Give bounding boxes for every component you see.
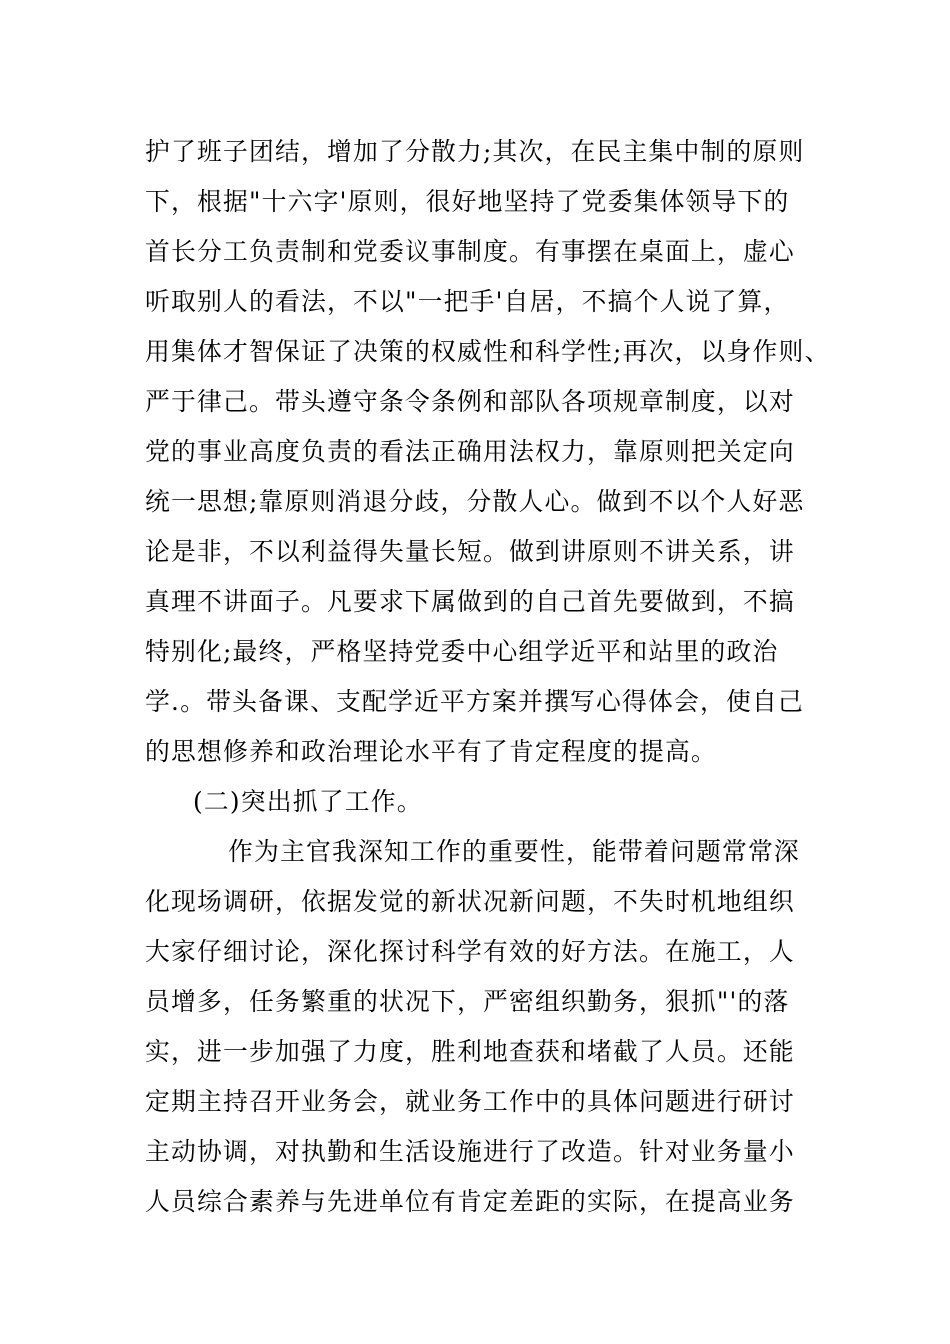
text-line: 党的事业高度负责的看法正确用法权力，靠原则把关定向	[145, 437, 795, 466]
section-heading: (二)突出抓了工作。	[193, 787, 423, 816]
text-line: 化现场调研，依据发觉的新状况新问题，不失时机地组织	[145, 887, 795, 916]
text-line: 护了班子团结，增加了分散力;其次，在民主集中制的原则	[145, 137, 805, 166]
text-line: 听取别人的看法，不以"一把手'自居，不搞个人说了算，	[145, 287, 790, 316]
text-line: 统一思想;靠原则消退分歧，分散人心。做到不以个人好恶	[145, 487, 805, 516]
text-line: 实，进一步加强了力度，胜利地查获和堵截了人员。还能	[145, 1037, 795, 1066]
text-line: 特别化;最终，严格坚持党委中心组学近平和站里的政治	[145, 637, 779, 666]
text-line: 人员综合素养与先进单位有肯定差距的实际，在提高业务	[145, 1187, 795, 1216]
text-line: 定期主持召开业务会，就业务工作中的具体问题进行研讨	[145, 1087, 795, 1116]
text-line: 的思想修养和政治理论水平有了肯定程度的提高。	[145, 737, 717, 766]
text-line: 论是非，不以利益得失量长短。做到讲原则不讲关系，讲	[145, 537, 795, 566]
text-line: 严于律己。带头遵守条令条例和部队各项规章制度，以对	[145, 387, 795, 416]
text-line: 大家仔细讨论，深化探讨科学有效的好方法。在施工，人	[145, 937, 795, 966]
text-line: 主动协调，对执勤和生活设施进行了改造。针对业务量小	[145, 1137, 795, 1166]
text-line: 下，根据"十六字'原则，很好地坚持了党委集体领导下的	[145, 187, 790, 216]
paragraph-first-line: 作为主官我深知工作的重要性，能带着问题常常深	[228, 837, 800, 866]
text-line: 首长分工负责制和党委议事制度。有事摆在桌面上，虚心	[145, 237, 795, 266]
text-line: 员增多，任务繁重的状况下，严密组织勤务，狠抓"'的落	[145, 987, 790, 1016]
text-line: 用集体才智保证了决策的权威性和科学性;再次，以身作则、	[145, 337, 831, 366]
text-line: 学.。带头备课、支配学近平方案并撰写心得体会，使自己	[145, 687, 805, 716]
text-line: 真理不讲面子。凡要求下属做到的自己首先要做到，不搞	[145, 587, 795, 616]
